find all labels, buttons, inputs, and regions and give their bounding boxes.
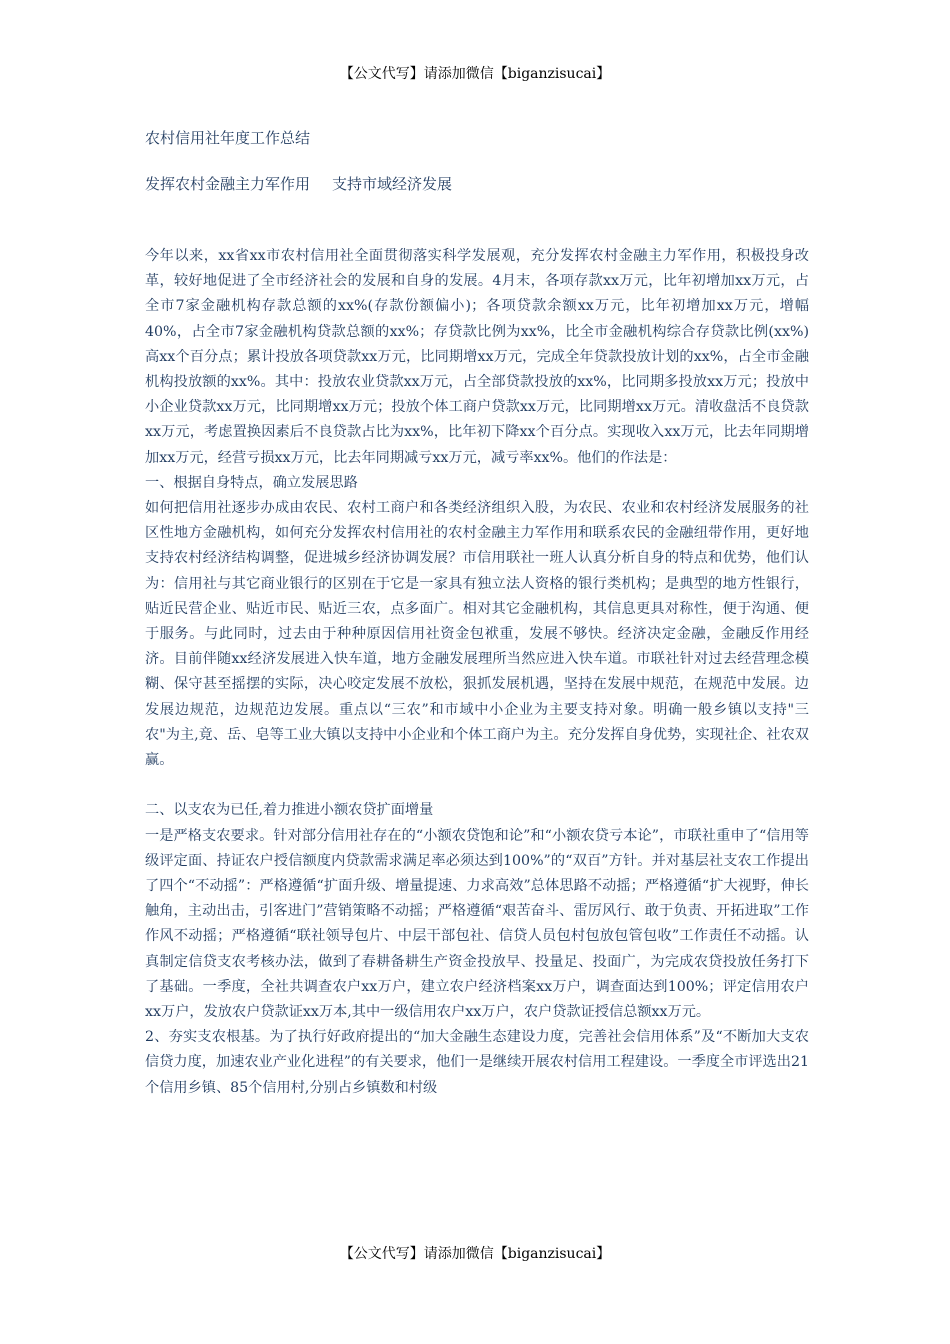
document-subtitle	[145, 173, 452, 195]
document-title: 农村信用社年度工作总结	[145, 129, 311, 147]
section-heading-2: 二、以支农为已任,着力推进小额农贷扩面增量	[145, 802, 434, 819]
document-body	[145, 244, 809, 1101]
subtitle-part-2: 支持市域经济发展	[332, 175, 453, 193]
paragraph-section-2a: 一是严格支农要求。针对部分信用社存在的“小额农贷饱和论”和“小额农贷亏本论”，市联社重申了“信用等级评定面、持证农户授信额度内贷款需求满足率必须达到100%”的“双百”方针。并对基层社支农工作提出了四个“不动摇”：严格遵循“扩面升级、增量提速、力求高效”总体思路不动摇；严格遵循“扩大视野，伸长触角，主动出击，引客进门”营销策略不动摇；严格遵循“艰苦奋斗、雷厉风行、敢于负责、开拓进取”工作作风不动摇；严格遵循“联社领导包片、中层干部包社、信贷人员包村包放包管包收”工作责任不动摇。认真制定信贷支农考核办法，做到了春耕备耕生产资金投放早、投量足、投面广，为完成农贷投放任务打下了基础。一季度，全社共调查农户xx万户，建立农户经济档案xx万户，调查面达到100%；评定信用农户xx万户，发放农户贷款证xx万本,其中一级信用农户xx万户，农户贷款证授信总额xx万元。	[145, 827, 809, 1021]
subtitle-part-1: 发挥农村金融主力军作用	[145, 175, 311, 193]
blank-line	[145, 773, 809, 798]
section-heading-1: 一、根据自身特点，确立发展思路	[145, 474, 358, 491]
paragraph-section-2b: 2、夯实支农根基。为了执行好政府提出的“加大金融生态建设力度，完善社会信用体系”及“不断加大支农信贷力度，加速农业产业化进程”的有关要求，他们一是继续开展农村信用工程建设。一季度全市评选出21个信用乡镇、85个信用村,分别占乡镇数和村级	[145, 1029, 809, 1096]
page-header: 【公文代写】请添加微信【biganzisucai】	[339, 66, 611, 82]
paragraph-section-1: 如何把信用社逐步办成由农民、农村工商户和各类经济组织入股，为农民、农业和农村经济发展服务的社区性地方金融机构，如何充分发挥农村信用社的农村金融主力军作用和联系农民的金融纽带作用，更好地支持农村经济结构调整，促进城乡经济协调发展？市信用联社一班人认真分析自身的特点和优势，他们认为：信用社与其它商业银行的区别在于它是一家具有独立法人资格的银行类机构；是典型的地方性银行，贴近民营企业、贴近市民、贴近三农，点多面广。相对其它金融机构，其信息更具对称性，便于沟通、便于服务。与此同时，过去由于种种原因信用社资金包袱重，发展不够快。经济决定金融，金融反作用经济。目前伴随xx经济发展进入快车道，地方金融发展理所当然应进入快车道。市联社针对过去经营理念模糊、保守甚至摇摆的实际，决心咬定发展不放松，狠抓发展机遇，坚持在发展中规范，在规范中发展。边发展边规范，边规范边发展。重点以“三农”和市域中小企业为主要支持对象。明确一般乡镇以支持"三农"为主,竟、岳、皂等工业大镇以支持中小企业和个体工商户为主。充分发挥自身优势，实现社企、社农双赢。	[145, 500, 809, 769]
paragraph-intro: 今年以来，xx省xx市农村信用社全面贯彻落实科学发展观，充分发挥农村金融主力军作用，积极投身改革，较好地促进了全市经济社会的发展和自身的发展。4月末，各项存款xx万元，比年初增加xx万元，占全市7家金融机构存款总额的xx%(存款份额偏小)；各项贷款余额xx万元，比年初增加xx万元，增幅40%，占全市7家金融机构贷款总额的xx%；存贷款比例为xx%，比全市金融机构综合存贷款比例(xx%)高xx个百分点；累计投放各项贷款xx万元，比同期增xx万元，完成全年贷款投放计划的xx%，占全市金融机构投放额的xx%。其中：投放农业贷款xx万元，占全部贷款投放的xx%，比同期多投放xx万元；投放中小企业贷款xx万元，比同期增xx万元；投放个体工商户贷款xx万元，比同期增xx万元。清收盘活不良贷款xx万元，考虑置换因素后不良贷款占比为xx%，比年初下降xx个百分点。实现收入xx万元，比去年同期增加xx万元，经营亏损xx万元，比去年同期减亏xx万元，减亏率xx%。他们的作法是：	[145, 248, 809, 466]
page-footer: 【公文代写】请添加微信【biganzisucai】	[339, 1246, 611, 1262]
